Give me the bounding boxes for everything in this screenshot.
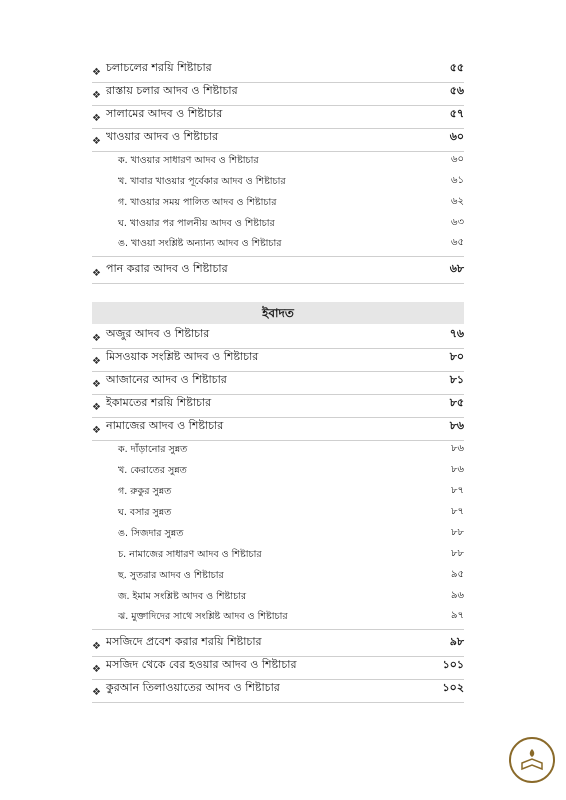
toc-subrow[interactable]: [92, 236, 464, 257]
toc-group-khawa-sub: [92, 152, 464, 257]
toc-row[interactable]: [92, 634, 464, 657]
diamond-bullet-icon: ❖: [92, 402, 101, 413]
toc-page: ৯৫: [451, 569, 464, 580]
toc-page: ৬৮: [449, 262, 464, 275]
toc-label: খাওয়ার আদব ও শিষ্টাচার: [106, 130, 219, 143]
toc-subrow[interactable]: [92, 441, 464, 462]
toc-page: ৬১: [451, 175, 464, 186]
diamond-bullet-icon: ❖: [92, 268, 101, 279]
toc-page: ৬২: [450, 196, 464, 207]
toc-page: ৮৮: [451, 548, 464, 559]
toc-page: ৫৫: [449, 61, 464, 74]
toc-subrow[interactable]: [92, 504, 464, 525]
toc-label: কুরআন তিলাওয়াতের আদব ও শিষ্টাচার: [106, 681, 280, 694]
toc-page: ৮৭: [451, 506, 464, 517]
toc-label: চলাচলের শরয়ি শিষ্টাচার: [106, 61, 212, 74]
toc-label: রাস্তায় চলার আদব ও শিষ্টাচার: [106, 84, 238, 97]
diamond-bullet-icon: ❖: [92, 641, 101, 652]
toc-row[interactable]: [92, 680, 464, 703]
toc-group-top: [92, 60, 464, 152]
toc-page: ৬৩: [450, 217, 464, 228]
diamond-bullet-icon: ❖: [92, 90, 101, 101]
toc-row[interactable]: [92, 129, 464, 152]
toc-row[interactable]: [92, 418, 464, 441]
toc-label: গ. খাওয়ার সময় পালিত আদব ও শিষ্টাচার: [118, 197, 277, 208]
toc-label: ঙ. খাওয়া সংশ্লিষ্ট অন্যান্য আদব ও শিষ্টাচার: [118, 238, 282, 249]
toc-label: নামাজের আদব ও শিষ্টাচার: [106, 419, 224, 432]
toc-page: ১০১: [442, 658, 464, 671]
toc-page: ৫৬: [449, 84, 464, 97]
toc-label: ক. দাঁড়ানোর সুন্নত: [118, 444, 188, 455]
toc-page: ৮১: [449, 373, 464, 386]
toc-label: ইকামতের শরয়ি শিষ্টাচার: [106, 396, 212, 409]
toc-label: চ. নামাজের সাধারণ আদব ও শিষ্টাচার: [118, 549, 262, 560]
toc-row[interactable]: [92, 83, 464, 106]
diamond-bullet-icon: ❖: [92, 333, 101, 344]
toc-subrow[interactable]: [92, 215, 464, 236]
diamond-bullet-icon: ❖: [92, 379, 101, 390]
toc-page: ৭৬: [449, 327, 464, 340]
toc-page: ৮৮: [451, 527, 464, 538]
toc-label: মসজিদে প্রবেশ করার শরয়ি শিষ্টাচার: [106, 635, 262, 648]
toc-label: ঘ. বসার সুন্নত: [118, 507, 172, 518]
diamond-bullet-icon: ❖: [92, 136, 101, 147]
toc-label: খ. কেরাতের সুন্নত: [118, 465, 187, 476]
toc-label: আজানের আদব ও শিষ্টাচার: [106, 373, 227, 386]
toc-subrow[interactable]: [92, 546, 464, 567]
toc-page: ৬৫: [451, 237, 464, 248]
toc-row[interactable]: [92, 657, 464, 680]
toc-subrow[interactable]: [92, 525, 464, 546]
toc-page: ১০২: [442, 681, 464, 694]
toc-label: খ. খাবার খাওয়ার পূর্বেকার আদব ও শিষ্টাচার: [118, 176, 286, 187]
diamond-bullet-icon: ❖: [92, 67, 101, 78]
toc-label: ঙ. সিজদার সুন্নত: [118, 528, 184, 539]
toc-subrow[interactable]: [92, 152, 464, 173]
toc-page: ৯৭: [451, 610, 464, 621]
toc-row[interactable]: [92, 326, 464, 349]
toc-subrow[interactable]: [92, 194, 464, 215]
toc-page: ৯৮: [449, 635, 464, 648]
toc-label: ঘ. খাওয়ার পর পালনীয় আদব ও শিষ্টাচার: [118, 218, 275, 229]
toc-page: ৬০: [449, 130, 464, 143]
diamond-bullet-icon: ❖: [92, 113, 101, 124]
toc-label: ছ. সুতরার আদব ও শিষ্টাচার: [118, 570, 224, 581]
toc-row[interactable]: [92, 395, 464, 418]
toc-row[interactable]: [92, 106, 464, 129]
toc-subrow[interactable]: [92, 609, 464, 630]
toc-label: মিসওয়াক সংশ্লিষ্ট আদব ও শিষ্টাচার: [106, 350, 259, 363]
toc-group-namaz-sub: [92, 441, 464, 630]
toc-page: ৮৬: [449, 419, 464, 432]
toc-label: মসজিদ থেকে বের হওয়ার আদব ও শিষ্টাচার: [106, 658, 297, 671]
toc-page: ৮৫: [449, 396, 464, 409]
toc-group-ibadat: [92, 326, 464, 441]
table-of-contents: [92, 60, 464, 703]
toc-page: ৮৬: [451, 443, 464, 454]
diamond-bullet-icon: ❖: [92, 664, 101, 675]
diamond-bullet-icon: ❖: [92, 425, 101, 436]
toc-page: ৯৬: [451, 590, 464, 601]
toc-page: ৫৭: [449, 107, 464, 120]
toc-page: ৮৬: [451, 464, 464, 475]
toc-label: পান করার আদব ও শিষ্টাচার: [106, 262, 228, 275]
toc-row[interactable]: [92, 60, 464, 83]
toc-subrow[interactable]: [92, 462, 464, 483]
toc-row[interactable]: [92, 349, 464, 372]
toc-page: ৮৭: [451, 485, 464, 496]
toc-label: ক. খাওয়ার সাধারণ আদব ও শিষ্টাচার: [118, 155, 259, 166]
publisher-logo-icon: [509, 737, 555, 783]
section-heading-ibadat: ইবাদত: [92, 302, 464, 324]
diamond-bullet-icon: ❖: [92, 687, 101, 698]
toc-label: অজুর আদব ও শিষ্টাচার: [106, 327, 210, 340]
toc-subrow[interactable]: [92, 483, 464, 504]
toc-subrow[interactable]: [92, 567, 464, 588]
toc-label: গ. রুকুর সুন্নত: [118, 486, 172, 497]
toc-label: জ. ইমাম সংশ্লিষ্ট আদব ও শিষ্টাচার: [118, 591, 247, 602]
toc-row[interactable]: [92, 372, 464, 395]
toc-label: ঝ. মুক্তাদিদের সাথে সংশ্লিষ্ট আদব ও শিষ্টাচার: [118, 611, 288, 622]
toc-row-pan[interactable]: [92, 261, 464, 284]
diamond-bullet-icon: ❖: [92, 356, 101, 367]
toc-label: সালামের আদব ও শিষ্টাচার: [106, 107, 223, 120]
toc-subrow[interactable]: [92, 588, 464, 609]
toc-page: ৮০: [449, 350, 464, 363]
toc-group-bottom: [92, 634, 464, 703]
toc-subrow[interactable]: [92, 173, 464, 194]
toc-page: ৬০: [450, 154, 464, 165]
